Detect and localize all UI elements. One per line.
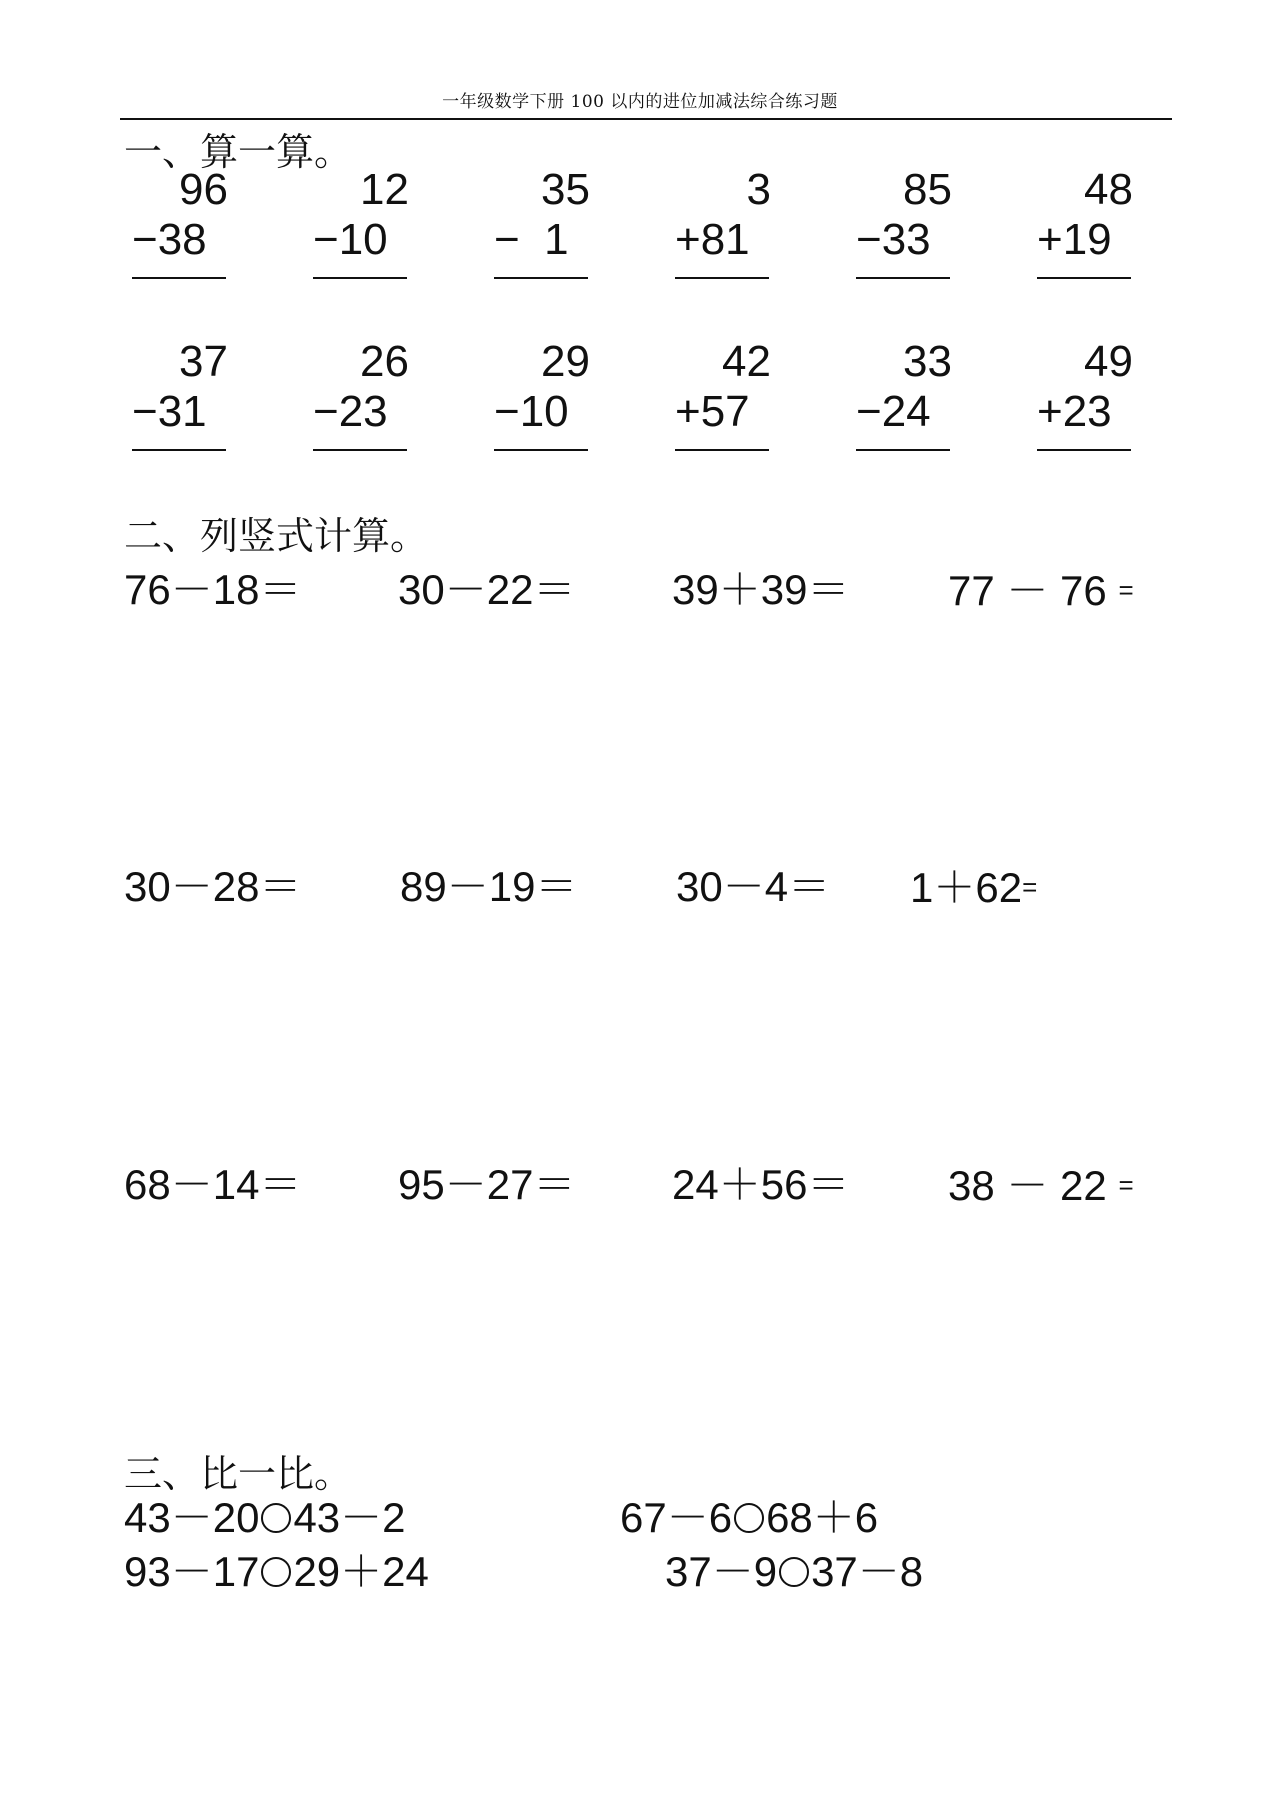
vertical-calc-problem <box>398 565 575 615</box>
answer-line <box>1037 277 1131 279</box>
problem-top-number: 33 <box>903 337 952 386</box>
problem-top-number: 49 <box>1084 337 1133 386</box>
comparison-item <box>124 1493 406 1543</box>
problem-bottom-number: 10 <box>519 387 569 436</box>
header-divider <box>120 118 1172 120</box>
comparison-right: 29＋24 <box>293 1548 429 1595</box>
problem-expression: 89－19＝ <box>400 863 578 910</box>
problem-bottom-row <box>494 215 569 265</box>
problem-bottom-row <box>132 387 207 437</box>
answer-line <box>675 449 769 451</box>
comparison-right: 37－8 <box>811 1548 924 1595</box>
problem-bottom-number: 23 <box>1062 387 1112 436</box>
problem-expression: 39＋39＝ <box>672 566 850 613</box>
problem-top-number: 3 <box>746 165 771 214</box>
vertical-calc-problem <box>676 862 830 912</box>
problem-expression: 76－18＝ <box>124 566 302 613</box>
vertical-calc-problem <box>124 862 301 912</box>
equals-sign: = <box>1118 1170 1134 1200</box>
vertical-calc-problem <box>400 862 577 912</box>
operator-sign: − <box>132 387 158 436</box>
problem-bottom-row <box>856 387 931 437</box>
section-2-title: 二、列竖式计算。 <box>124 514 429 558</box>
problem-top-number: 29 <box>541 337 590 386</box>
comparison-left: 67－6 <box>620 1494 733 1541</box>
operator-sign: + <box>675 215 701 264</box>
problem-top-number: 85 <box>903 165 952 214</box>
operator-sign: − <box>313 215 339 264</box>
problem-expression: 77 － 76 <box>948 567 1107 614</box>
problem-bottom-row <box>132 215 207 265</box>
vertical-calc-problem <box>672 1160 849 1210</box>
answer-line <box>856 449 950 451</box>
vertical-calc-problem <box>398 1160 575 1210</box>
problem-expression: 1＋62 <box>910 864 1023 911</box>
problem-bottom-row <box>1037 215 1112 265</box>
problem-expression: 30－22＝ <box>398 566 576 613</box>
comparison-right: 43－2 <box>293 1494 406 1541</box>
answer-line <box>132 277 226 279</box>
problem-bottom-row <box>675 387 750 437</box>
answer-line <box>856 277 950 279</box>
operator-sign: − <box>132 215 158 264</box>
problem-expression: 30－4＝ <box>676 863 831 910</box>
answer-line <box>675 277 769 279</box>
compare-circle-icon[interactable] <box>261 1557 291 1587</box>
operator-sign: + <box>1037 387 1063 436</box>
problem-top-number: 48 <box>1084 165 1133 214</box>
answer-line <box>494 449 588 451</box>
comparison-left: 93－17 <box>124 1548 260 1595</box>
compare-circle-icon[interactable] <box>261 1503 291 1533</box>
comparison-left: 43－20 <box>124 1494 260 1541</box>
vertical-calc-problem <box>948 565 1134 616</box>
problem-top-number: 26 <box>360 337 409 386</box>
section-3-title: 三、比一比。 <box>124 1452 353 1496</box>
answer-line <box>313 449 407 451</box>
operator-sign: − <box>494 215 520 264</box>
answer-line <box>132 449 226 451</box>
operator-sign: − <box>494 387 520 436</box>
problem-bottom-number: 24 <box>881 387 931 436</box>
problem-bottom-number: 31 <box>157 387 207 436</box>
operator-sign: − <box>856 387 882 436</box>
operator-sign: + <box>1037 215 1063 264</box>
problem-bottom-row <box>1037 387 1112 437</box>
comparison-item <box>620 1493 878 1543</box>
problem-bottom-row <box>494 387 569 437</box>
operator-sign: − <box>313 387 339 436</box>
problem-bottom-number: 23 <box>338 387 388 436</box>
vertical-calc-problem <box>948 1160 1134 1211</box>
vertical-calc-problem <box>124 565 301 615</box>
compare-circle-icon[interactable] <box>734 1503 764 1533</box>
vertical-calc-problem <box>124 1160 301 1210</box>
problem-bottom-row <box>856 215 931 265</box>
problem-bottom-row <box>675 215 750 265</box>
problem-bottom-row <box>313 387 388 437</box>
answer-line <box>1037 449 1131 451</box>
problem-bottom-number: 38 <box>157 215 207 264</box>
problem-bottom-number: 81 <box>700 215 750 264</box>
page-header-title: 一年级数学下册 100 以内的进位加减法综合练习题 <box>442 92 838 112</box>
problem-bottom-row <box>313 215 388 265</box>
problem-top-number: 42 <box>722 337 771 386</box>
problem-bottom-number: 10 <box>338 215 388 264</box>
problem-top-number: 96 <box>179 165 228 214</box>
compare-circle-icon[interactable] <box>779 1557 809 1587</box>
equals-sign: = <box>1022 872 1038 902</box>
problem-top-number: 12 <box>360 165 409 214</box>
problem-expression: 30－28＝ <box>124 863 302 910</box>
comparison-item <box>665 1547 923 1597</box>
vertical-calc-problem <box>672 565 849 615</box>
problem-top-number: 35 <box>541 165 590 214</box>
problem-expression: 68－14＝ <box>124 1161 302 1208</box>
problem-expression: 24＋56＝ <box>672 1161 850 1208</box>
operator-sign: + <box>675 387 701 436</box>
section-1-title: 一、算一算。 <box>124 130 353 174</box>
problem-expression: 95－27＝ <box>398 1161 576 1208</box>
answer-line <box>494 277 588 279</box>
equals-sign: = <box>1118 575 1134 605</box>
operator-sign: − <box>856 215 882 264</box>
answer-line <box>313 277 407 279</box>
problem-bottom-number: 33 <box>881 215 931 264</box>
comparison-right: 68＋6 <box>766 1494 879 1541</box>
problem-bottom-number: 57 <box>700 387 750 436</box>
problem-expression: 38 － 22 <box>948 1162 1107 1209</box>
problem-bottom-number: 19 <box>1062 215 1112 264</box>
comparison-item <box>124 1547 429 1597</box>
problem-bottom-number: 1 <box>519 215 569 264</box>
comparison-left: 37－9 <box>665 1548 778 1595</box>
problem-top-number: 37 <box>179 337 228 386</box>
vertical-calc-problem <box>910 862 1037 913</box>
